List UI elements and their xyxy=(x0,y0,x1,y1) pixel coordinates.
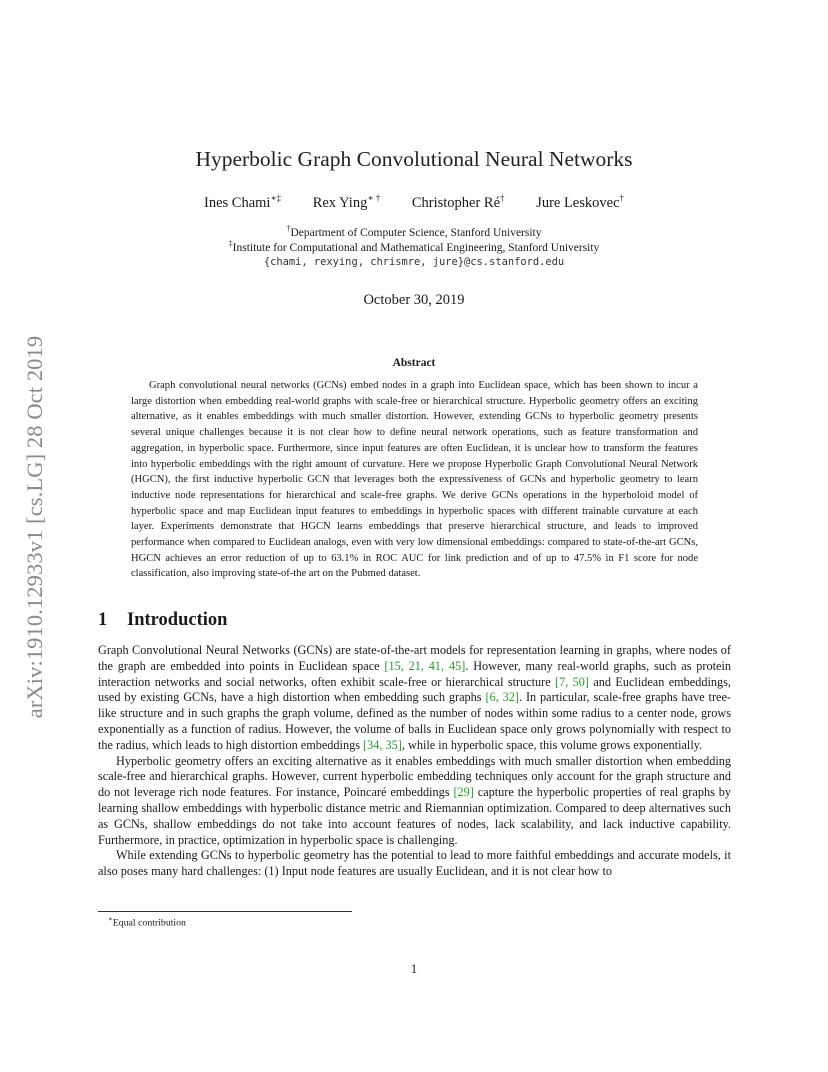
paper-date: October 30, 2019 xyxy=(363,292,465,308)
section-heading-introduction xyxy=(98,610,227,631)
author-chami: Ines Chami∗‡ xyxy=(203,193,282,211)
intro-paragraph-2: Hyperbolic geometry offers an exciting alternative as it enables embeddings with much smaller distortion when embedding scale-free and hierarchical graphs. However, current hyperbolic embedding techniques only account for the graph structure and do not leverage rich node features. For instance, Poincaré embeddings [29] capture the hyperbolic properties of real graphs by learning shallow embeddings with hyperbolic distance metric and Riemannian optimization. Compared to deep alternatives such as GCNs, shallow embeddings do not take into account features of nodes, lack scalability, and lack inductive capability. Furthermore, in practice, optimization in hyperbolic space is challenging. xyxy=(98,753,732,847)
author-list xyxy=(0,193,828,212)
section-title: Introduction xyxy=(127,610,228,630)
intro-paragraph-3: While extending GCNs to hyperbolic geometry has the potential to lead to more faithful embeddings and accurate models, it also poses many hard challenges: (1) Input node features are usually Euclidean, and it is not clear how to xyxy=(98,848,731,879)
author-re: Christopher Ré† xyxy=(411,193,505,211)
section-number: 1 xyxy=(98,610,108,630)
citation-link[interactable]: [34, 35] xyxy=(363,737,402,752)
author-leskovec: Jure Leskovec† xyxy=(536,193,625,211)
intro-paragraph-1: Graph Convolutional Neural Networks (GCNs) are state-of-the-art models for representation learning in graphs, where nodes of the graph are embedded into points in Euclidean space [15, 21, 41, 45]. However, many real-world graphs, such as protein interaction networks and social networks, often exhibit scale-free or hierarchical structure [7, 50] and Euclidean embeddings, used by existing GCNs, have a high distortion when embedding such graphs [6, 32]. In particular, scale-free graphs have tree-like structure and in such graphs the graph volume, defined as the number of nodes within some radius to a center node, grows exponentially as a function of radius. However, the volume of balls in Euclidean space only grows polynomially with respect to the radius, which leads to high distortion embeddings [34, 35], while in hyperbolic space, this volume grows exponentially. xyxy=(98,643,732,752)
abstract-body: Graph convolutional neural networks (GCNs) embed nodes in a graph into Euclidean space, which has been shown to incur a large distortion when embedding real-world graphs with scale-free or hierarchical structure. Hyperbolic geometry offers an exciting alternative, as it enables embeddings with much smaller distortion. However, extending GCNs to hyperbolic geometry presents several unique challenges because it is not clear how to define neural network operations, such as feature transformation and aggregation, in hyperbolic space. Furthermore, since input features are often Euclidean, it is unclear how to transform the features into hyperbolic embeddings with the right amount of curvature. Here we propose Hyperbolic Graph Convolutional Neural Network (HGCN), the first inductive hyperbolic GCN that leverages both the expressiveness of GCNs and hyperbolic geometry to learn inductive node representations for hierarchical and scale-free graphs. We derive GCNs operations in the hyperboloid model of hyperbolic space and map Euclidean input features to embeddings in hyperbolic spaces with different trainable curvature at each layer. Experiments demonstrate that HGCN learns embeddings that preserve hierarchical structure, and leads to improved performance when compared to Euclidean analogs, even with very low dimensional embeddings: compared to state-of-the-art GCNs, HGCN achieves an error reduction of up to 63.1% in ROC AUC for link prediction and of up to 47.5% in F1 score for node classification, also improving state-of-the art on the Pubmed dataset. xyxy=(131,380,698,580)
citation-link[interactable]: [29] xyxy=(453,785,474,800)
intro-body xyxy=(98,643,731,880)
author-emails: {chami, rexying, chrismre, jure}@cs.stanford.edu xyxy=(263,256,565,268)
arxiv-identifier: arXiv:1910.12933v1 [cs.LG] 28 Oct 2019 xyxy=(22,335,47,719)
footnote-equal-contribution: ∗Equal contribution xyxy=(108,915,186,929)
affiliation-cs: †Department of Computer Science, Stanford University xyxy=(286,224,542,239)
page-number: 1 xyxy=(410,962,418,976)
author-ying: Rex Ying∗ † xyxy=(312,193,381,211)
abstract-heading: Abstract xyxy=(392,357,436,369)
footnote-rule xyxy=(98,911,352,912)
citation-link[interactable]: [7, 50] xyxy=(555,674,589,689)
citation-link[interactable]: [6, 32] xyxy=(485,690,519,705)
paper-title: Hyperbolic Graph Convolutional Neural Networks xyxy=(195,147,633,171)
citation-link[interactable]: [15, 21, 41, 45] xyxy=(384,658,466,673)
affiliation-icme: ‡Institute for Computational and Mathematical Engineering, Stanford University xyxy=(228,239,600,254)
